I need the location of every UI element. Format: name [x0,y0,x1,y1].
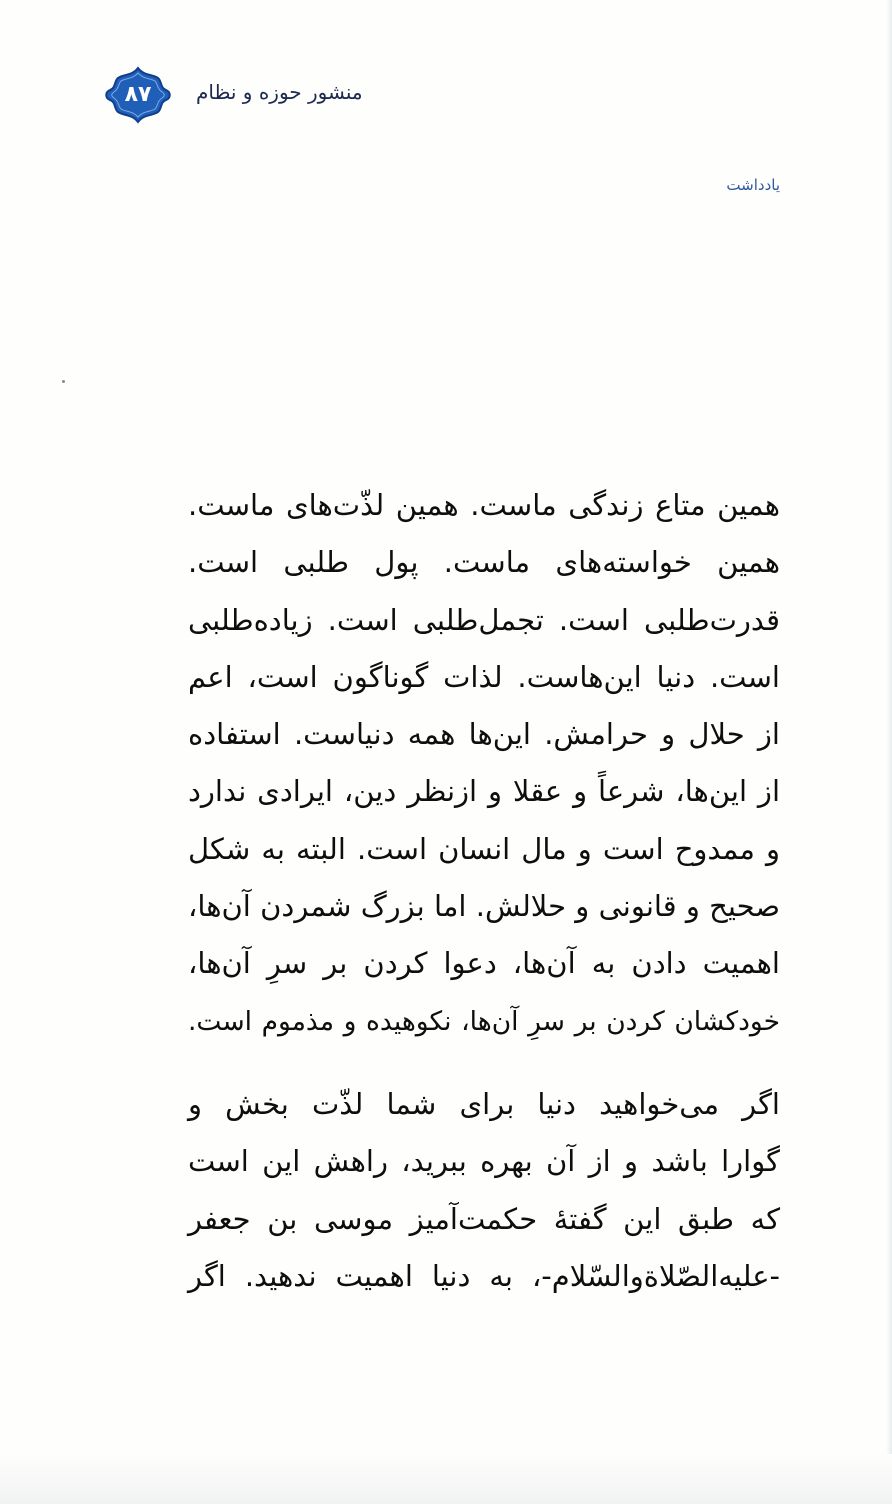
section-label: یادداشت [726,176,780,194]
paragraph-line: -علیه‌الصّلاة‌والسّلام-، به دنیا اهمیت ندهید. اگر [188,1258,780,1293]
book-title: منشور حوزه و نظام [196,80,363,104]
paragraph-line: از حلال و حرامش. این‌ها همه دنیاست. استفاده [188,717,780,752]
paragraph-line: خودکشان کردن بر سرِ آن‌ها، نکوهیده و مذموم است. [188,1005,780,1037]
paper-speck [62,380,65,383]
paragraph-line: اگر می‌خواهید دنیا برای شما لذّت بخش و [188,1087,780,1121]
paragraph-line: صحیح و قانونی و حلالش. اما بزرگ شمردن آن‌ها، [188,889,780,924]
paragraph-line: گوارا باشد و از آن بهره ببرید، راهش این است [188,1144,780,1179]
paragraph-line: قدرت‌طلبی است. تجمل‌طلبی است. زیاده‌طلبی [188,602,780,637]
paragraph-line: است. دنیا این‌هاست. لذات گوناگون است، اعم [188,659,780,694]
page-bottom-shadow [0,1454,892,1504]
paragraph-2 [188,1076,780,1305]
page-number: ۸۷ [124,82,152,107]
paragraph-line: همین خواسته‌های ماست. پول طلبی است. [188,545,780,580]
paragraph-line: از این‌ها، شرعاً و عقلا و ازنظر دین، ایرادی ندارد [188,774,780,809]
page-edge-shadow [886,0,892,1504]
running-header [104,66,404,126]
paragraph-line: و ممدوح است و مال انسان است. البته به شکل [188,831,780,866]
paragraph-1 [188,477,780,1050]
paragraph-line: همین متاع زندگی ماست. همین لذّت‌های ماست. [188,488,780,522]
paragraph-line: اهمیت دادن به آن‌ها، دعوا کردن بر سرِ آن‌ها، [188,946,780,981]
paragraph-line: که طبق این گفتهٔ حکمت‌آمیز موسی بن جعفر [188,1201,780,1236]
ornamental-page-badge-icon [104,66,172,124]
